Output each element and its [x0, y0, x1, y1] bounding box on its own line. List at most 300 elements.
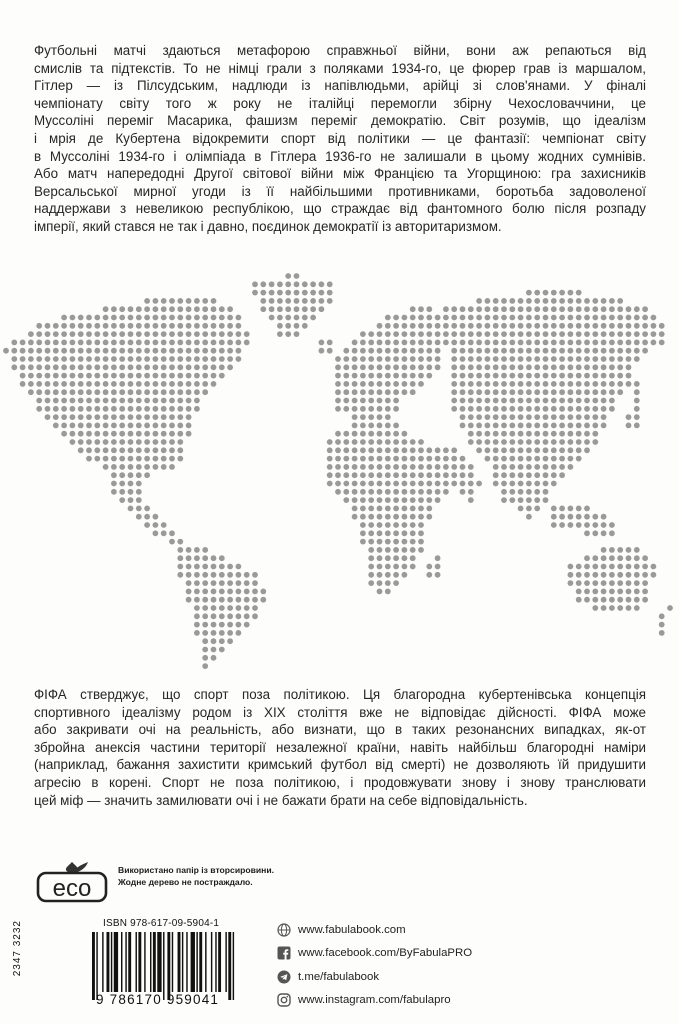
- map-dot: [509, 456, 515, 462]
- text-line: Гітлер — із Пілсудським, надлюди із напівлюдьми, арійці зі слов'янами. У фіналі: [34, 78, 646, 94]
- map-dot: [70, 423, 76, 429]
- barcode-bar: [150, 932, 151, 992]
- barcode-bar: [172, 932, 173, 992]
- map-dot: [136, 506, 142, 512]
- map-dot: [177, 381, 183, 387]
- map-dot: [211, 348, 217, 354]
- map-dot: [460, 340, 466, 346]
- map-dot: [518, 497, 524, 503]
- map-dot: [501, 356, 507, 362]
- map-dot: [609, 522, 615, 528]
- map-dot: [601, 423, 607, 429]
- map-dot: [476, 331, 482, 337]
- map-dot: [617, 323, 623, 329]
- map-dot: [186, 381, 192, 387]
- map-dot: [78, 331, 84, 337]
- map-dot: [161, 381, 167, 387]
- map-dot: [601, 373, 607, 379]
- map-dot: [576, 423, 582, 429]
- map-dot: [509, 414, 515, 420]
- map-dot: [368, 381, 374, 387]
- map-dot: [418, 447, 424, 453]
- map-dot: [78, 406, 84, 412]
- map-dot: [418, 522, 424, 528]
- map-dot: [136, 406, 142, 412]
- map-dot: [3, 348, 9, 354]
- map-dot: [385, 423, 391, 429]
- globe-icon: [276, 922, 291, 937]
- map-dot: [78, 389, 84, 395]
- map-dot: [202, 381, 208, 387]
- map-dot: [393, 456, 399, 462]
- map-dot: [45, 331, 51, 337]
- map-dot: [601, 406, 607, 412]
- map-dot: [551, 406, 557, 412]
- map-dot: [493, 414, 499, 420]
- map-dot: [485, 423, 491, 429]
- map-dot: [360, 414, 366, 420]
- map-dot: [534, 381, 540, 387]
- map-dot: [634, 315, 640, 321]
- map-dot: [518, 472, 524, 478]
- map-dot: [551, 481, 557, 487]
- map-dot: [153, 530, 159, 536]
- map-dot: [194, 381, 200, 387]
- map-dot: [78, 340, 84, 346]
- map-dot: [45, 373, 51, 379]
- map-dot: [518, 315, 524, 321]
- map-dot: [393, 364, 399, 370]
- map-dot: [78, 373, 84, 379]
- map-dot: [343, 464, 349, 470]
- map-dot: [360, 539, 366, 545]
- map-dot: [617, 298, 623, 304]
- map-dot: [377, 456, 383, 462]
- map-dot: [551, 373, 557, 379]
- map-dot: [219, 373, 225, 379]
- map-dot: [177, 323, 183, 329]
- map-dot: [435, 340, 441, 346]
- map-dot: [584, 530, 590, 536]
- map-dot: [626, 555, 632, 561]
- map-dot: [426, 306, 432, 312]
- map-dot: [94, 439, 100, 445]
- map-dot: [659, 340, 665, 346]
- map-dot: [194, 589, 200, 595]
- link-text: www.facebook.com/ByFabulaPRO: [298, 947, 473, 960]
- map-dot: [36, 348, 42, 354]
- map-dot: [634, 389, 640, 395]
- map-dot: [468, 348, 474, 354]
- map-dot: [177, 547, 183, 553]
- map-dot: [227, 348, 233, 354]
- map-dot: [559, 389, 565, 395]
- map-dot: [177, 348, 183, 354]
- map-dot: [144, 298, 150, 304]
- map-dot: [551, 290, 557, 296]
- map-dot: [352, 423, 358, 429]
- map-dot: [551, 431, 557, 437]
- barcode-bar: [182, 932, 183, 992]
- map-dot: [526, 406, 532, 412]
- map-dot: [343, 489, 349, 495]
- map-dot: [252, 290, 258, 296]
- map-dot: [559, 315, 565, 321]
- text-line: смислів та підтекстів. То не німці грали з поляками 1934-го, це фюрер грав із маршалом,: [34, 60, 646, 76]
- map-dot: [236, 630, 242, 636]
- map-dot: [609, 564, 615, 570]
- map-dot: [634, 605, 640, 611]
- map-dot: [103, 381, 109, 387]
- map-dot: [144, 373, 150, 379]
- map-dot: [559, 356, 565, 362]
- map-dot: [78, 381, 84, 387]
- map-dot: [53, 331, 59, 337]
- map-dot: [476, 414, 482, 420]
- map-dot: [377, 406, 383, 412]
- map-dot: [634, 406, 640, 412]
- map-dot: [518, 456, 524, 462]
- map-dot: [78, 356, 84, 362]
- map-dot: [410, 481, 416, 487]
- map-dot: [626, 340, 632, 346]
- map-dot: [576, 315, 582, 321]
- map-dot: [410, 356, 416, 362]
- map-dot: [252, 613, 258, 619]
- map-dot: [36, 373, 42, 379]
- map-dot: [501, 431, 507, 437]
- map-dot: [377, 555, 383, 561]
- map-dot: [568, 306, 574, 312]
- map-dot: [103, 398, 109, 404]
- map-dot: [169, 447, 175, 453]
- link-facebook[interactable]: [276, 942, 472, 966]
- map-dot: [53, 348, 59, 354]
- map-dot: [534, 389, 540, 395]
- text-line: збройна анексія частини території незалежної країни, навіть найбільш благородні наміри: [34, 739, 646, 755]
- map-dot: [609, 406, 615, 412]
- map-dot: [53, 389, 59, 395]
- map-dot: [186, 315, 192, 321]
- map-dot: [402, 356, 408, 362]
- map-dot: [169, 306, 175, 312]
- map-dot: [642, 555, 648, 561]
- map-dot: [169, 298, 175, 304]
- map-dot: [592, 348, 598, 354]
- map-dot: [377, 489, 383, 495]
- map-dot: [601, 580, 607, 586]
- map-dot: [78, 423, 84, 429]
- map-dot: [584, 439, 590, 445]
- map-dot: [186, 364, 192, 370]
- map-dot: [343, 447, 349, 453]
- map-dot: [617, 364, 623, 370]
- map-dot: [601, 306, 607, 312]
- map-dot: [468, 306, 474, 312]
- barcode-bar: [144, 932, 145, 992]
- map-dot: [509, 497, 515, 503]
- map-dot: [526, 364, 532, 370]
- map-dot: [418, 472, 424, 478]
- map-dot: [518, 356, 524, 362]
- map-dot: [493, 447, 499, 453]
- map-dot: [559, 381, 565, 387]
- map-dot: [153, 439, 159, 445]
- map-dot: [385, 364, 391, 370]
- map-dot: [426, 489, 432, 495]
- map-dot: [94, 423, 100, 429]
- map-dot: [451, 398, 457, 404]
- map-dot: [319, 298, 325, 304]
- map-dot: [551, 472, 557, 478]
- map-dot: [518, 439, 524, 445]
- map-dot: [153, 381, 159, 387]
- map-dot: [119, 348, 125, 354]
- map-dot: [601, 364, 607, 370]
- map-dot: [227, 306, 233, 312]
- map-dot: [377, 356, 383, 362]
- map-dot: [377, 348, 383, 354]
- map-dot: [402, 522, 408, 528]
- map-dot: [86, 389, 92, 395]
- map-dot: [70, 315, 76, 321]
- map-dot: [260, 589, 266, 595]
- map-dot: [177, 389, 183, 395]
- map-dot: [86, 315, 92, 321]
- map-dot: [227, 622, 233, 628]
- map-dot: [186, 555, 192, 561]
- map-dot: [576, 597, 582, 603]
- map-dot: [119, 431, 125, 437]
- link-website[interactable]: [276, 918, 472, 942]
- map-dot: [543, 373, 549, 379]
- map-dot: [177, 439, 183, 445]
- map-dot: [518, 298, 524, 304]
- eco-logo-text: eco: [52, 875, 92, 902]
- map-dot: [111, 431, 117, 437]
- map-dot: [252, 572, 258, 578]
- map-dot: [136, 315, 142, 321]
- map-dot: [377, 530, 383, 536]
- map-dot: [335, 373, 341, 379]
- map-dot: [119, 439, 125, 445]
- barcode-bar: [96, 932, 97, 1000]
- map-dot: [294, 298, 300, 304]
- map-dot: [576, 572, 582, 578]
- map-dot: [153, 356, 159, 362]
- map-dot: [119, 464, 125, 470]
- map-dot: [584, 597, 590, 603]
- map-dot: [559, 472, 565, 478]
- map-dot: [426, 506, 432, 512]
- map-dot: [584, 406, 590, 412]
- map-dot: [402, 514, 408, 520]
- map-dot: [211, 572, 217, 578]
- map-dot: [111, 315, 117, 321]
- map-dot: [584, 431, 590, 437]
- map-dot: [360, 373, 366, 379]
- map-dot: [509, 331, 515, 337]
- map-dot: [70, 431, 76, 437]
- map-dot: [518, 389, 524, 395]
- map-dot: [202, 315, 208, 321]
- text-line: чемпіонату світу того ж року не італійці перемогли збірну Чехословаччини, це: [34, 95, 646, 111]
- map-dot: [177, 539, 183, 545]
- map-dot: [592, 597, 598, 603]
- map-dot: [468, 340, 474, 346]
- map-dot: [161, 298, 167, 304]
- map-dot: [526, 340, 532, 346]
- map-dot: [161, 323, 167, 329]
- map-dot: [244, 622, 250, 628]
- map-dot: [302, 281, 308, 287]
- map-dot: [368, 364, 374, 370]
- map-dot: [202, 622, 208, 628]
- map-dot: [385, 589, 391, 595]
- map-dot: [410, 331, 416, 337]
- isbn: ISBN 978-617-09-5904-1: [103, 918, 220, 929]
- map-dot: [592, 530, 598, 536]
- map-dot: [169, 431, 175, 437]
- map-dot: [468, 315, 474, 321]
- map-dot: [426, 323, 432, 329]
- map-dot: [368, 447, 374, 453]
- map-dot: [534, 373, 540, 379]
- map-dot: [609, 389, 615, 395]
- map-dot: [534, 406, 540, 412]
- map-dot: [244, 605, 250, 611]
- map-dot: [518, 447, 524, 453]
- map-dot: [186, 589, 192, 595]
- map-dot: [136, 447, 142, 453]
- map-dot: [136, 306, 142, 312]
- map-dot: [368, 340, 374, 346]
- map-dot: [227, 605, 233, 611]
- map-dot: [501, 373, 507, 379]
- map-dot: [352, 431, 358, 437]
- map-dot: [128, 356, 134, 362]
- map-dot: [186, 356, 192, 362]
- map-dot: [61, 323, 67, 329]
- map-dot: [111, 364, 117, 370]
- map-dot: [393, 323, 399, 329]
- map-dot: [634, 398, 640, 404]
- map-dot: [576, 373, 582, 379]
- map-dot: [128, 389, 134, 395]
- map-dot: [45, 381, 51, 387]
- map-dot: [119, 364, 125, 370]
- map-dot: [161, 530, 167, 536]
- map-dot: [617, 373, 623, 379]
- map-dot: [227, 580, 233, 586]
- map-dot: [252, 589, 258, 595]
- map-dot: [609, 340, 615, 346]
- map-dot: [501, 331, 507, 337]
- map-dot: [485, 406, 491, 412]
- map-dot: [128, 348, 134, 354]
- map-dot: [601, 589, 607, 595]
- map-dot: [526, 348, 532, 354]
- map-dot: [410, 348, 416, 354]
- map-dot: [94, 414, 100, 420]
- map-dot: [435, 356, 441, 362]
- map-dot: [435, 315, 441, 321]
- map-dot: [592, 364, 598, 370]
- map-dot: [485, 306, 491, 312]
- map-dot: [501, 456, 507, 462]
- map-dot: [543, 340, 549, 346]
- text-line: Муссоліні переміг Масарика, фашизм переміг демократію. Світ розумів, що ідеалізм: [34, 113, 646, 129]
- map-dot: [111, 398, 117, 404]
- map-dot: [169, 340, 175, 346]
- link-text: t.me/fabulabook: [298, 970, 380, 983]
- map-dot: [576, 364, 582, 370]
- map-dot: [393, 315, 399, 321]
- barcode-bar: [138, 932, 141, 992]
- map-dot: [576, 356, 582, 362]
- map-dot: [601, 315, 607, 321]
- map-dot: [211, 315, 217, 321]
- map-dot: [53, 381, 59, 387]
- map-dot: [177, 340, 183, 346]
- map-dot: [634, 597, 640, 603]
- map-dot: [617, 306, 623, 312]
- map-dot: [568, 340, 574, 346]
- map-dot: [418, 306, 424, 312]
- map-dot: [368, 555, 374, 561]
- map-dot: [119, 481, 125, 487]
- map-dot: [601, 381, 607, 387]
- map-dot: [28, 373, 34, 379]
- map-dot: [252, 597, 258, 603]
- map-dot: [659, 613, 665, 619]
- map-dot: [410, 381, 416, 387]
- map-dot: [86, 439, 92, 445]
- map-dot: [534, 414, 540, 420]
- map-dot: [61, 364, 67, 370]
- map-dot: [277, 331, 283, 337]
- map-dot: [161, 364, 167, 370]
- map-dot: [592, 323, 598, 329]
- map-dot: [551, 464, 557, 470]
- map-dot: [119, 398, 125, 404]
- map-dot: [385, 456, 391, 462]
- map-dot: [28, 364, 34, 370]
- map-dot: [202, 589, 208, 595]
- link-telegram[interactable]: [276, 965, 472, 989]
- map-dot: [144, 356, 150, 362]
- map-dot: [252, 281, 258, 287]
- map-dot: [426, 447, 432, 453]
- map-dot: [617, 331, 623, 337]
- map-dot: [86, 447, 92, 453]
- map-dot: [559, 290, 565, 296]
- map-dot: [227, 323, 233, 329]
- map-dot: [485, 373, 491, 379]
- map-dot: [161, 522, 167, 528]
- map-dot: [70, 381, 76, 387]
- map-dot: [128, 414, 134, 420]
- map-dot: [418, 456, 424, 462]
- map-dot: [211, 564, 217, 570]
- map-dot: [119, 456, 125, 462]
- map-dot: [177, 414, 183, 420]
- link-instagram[interactable]: [276, 989, 472, 1013]
- map-dot: [609, 597, 615, 603]
- map-dot: [551, 323, 557, 329]
- map-dot: [360, 340, 366, 346]
- map-dot: [609, 306, 615, 312]
